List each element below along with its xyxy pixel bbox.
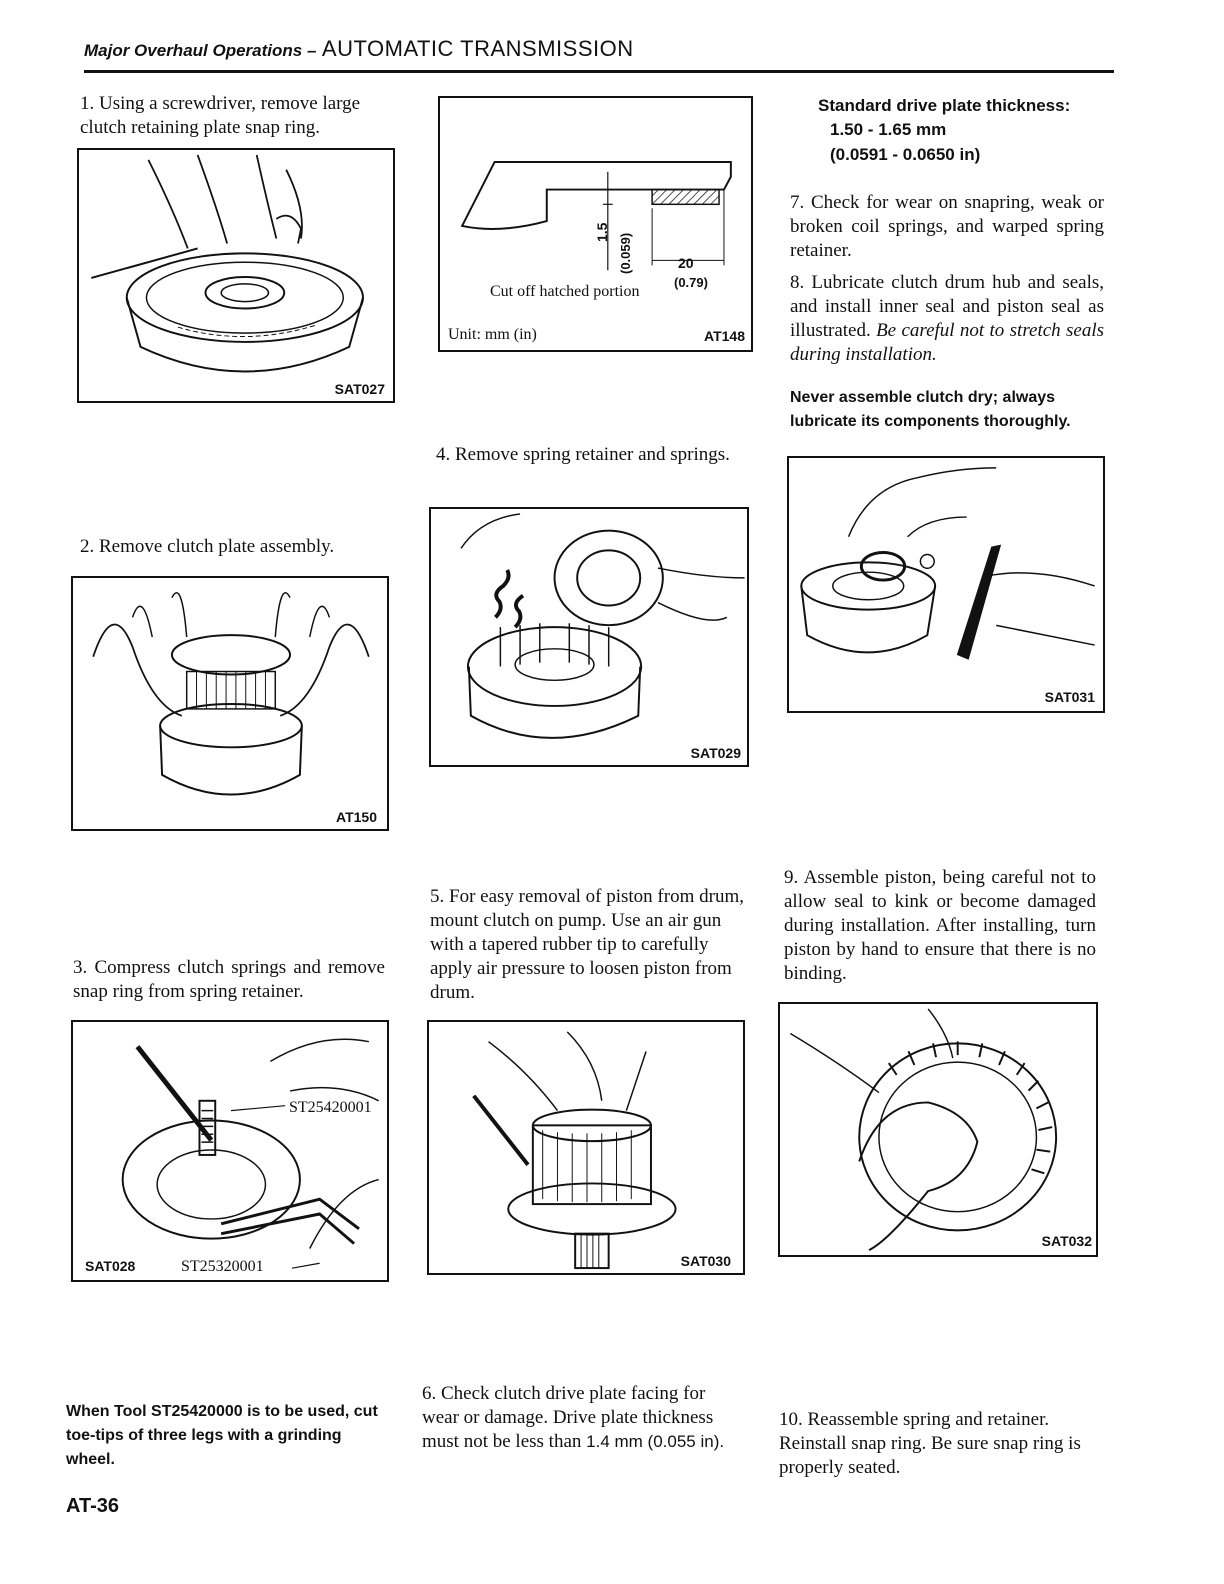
tool-label-st25420001: ST25420001	[289, 1099, 372, 1116]
figure-sat028	[71, 1020, 389, 1282]
figure-sat032	[778, 1002, 1098, 1257]
figure-code: SAT031	[1044, 689, 1095, 705]
dim-width-in: (0.79)	[674, 275, 708, 290]
step-4-text: 4. Remove spring retainer and springs.	[436, 444, 730, 465]
spring-retainer-removal-illustration	[431, 509, 747, 765]
figure-sat027	[77, 148, 395, 403]
step-8-text-a: 8. Lubricate clutch drum hub and seals, and install inner seal and piston seal as illustrated.	[790, 272, 1104, 341]
step-6-min-thickness: 1.4 mm (0.055 in).	[586, 1432, 725, 1451]
spec-label: Standard drive plate thickness:	[818, 96, 1071, 115]
figure-code: AT150	[336, 809, 377, 825]
step-9-text: 9. Assemble piston, being careful not to allow seal to kink or become damaged during installation. After installing, turn piston by hand to ensure that there is no binding.	[784, 867, 1096, 984]
step-5-text: 5. For easy removal of piston from drum, mount clutch on pump. Use an air gun with a tapered rubber tip to carefully apply air pressure to loosen piston from drum.	[430, 886, 744, 1003]
seal-installation-illustration	[789, 458, 1103, 711]
clutch-plate-removal-illustration	[73, 578, 387, 829]
spec-mm: 1.50 - 1.65 mm	[830, 120, 947, 139]
figure-code: SAT030	[680, 1253, 731, 1269]
step-8-caution: Be careful not to stretch seals during installation.	[790, 320, 1105, 365]
figure-sat031	[787, 456, 1105, 713]
clutch-drum-illustration	[79, 150, 393, 401]
figure-sat030	[427, 1020, 745, 1275]
step-1-text: 1. Using a screwdriver, remove large clutch retaining plate snap ring.	[80, 93, 361, 138]
figure-code: SAT028	[85, 1258, 136, 1274]
step-3-text: 3. Compress clutch springs and remove snap ring from spring retainer.	[73, 957, 385, 1002]
page-header	[84, 36, 634, 62]
step-6-text-a: 6. Check clutch drive plate facing for wear or damage. Drive plate thickness must not be less than	[422, 1383, 714, 1452]
tool-label-st25320001: ST25320001	[181, 1258, 264, 1275]
figure-code: AT148	[704, 328, 745, 344]
cut-caption: Cut off hatched portion	[490, 283, 640, 300]
figure-code: SAT029	[690, 745, 741, 761]
section-label: Major Overhaul Operations –	[84, 41, 317, 60]
spring-compressor-illustration	[73, 1022, 387, 1280]
spec-in: (0.0591 - 0.0650 in)	[830, 145, 981, 164]
step-8-text	[790, 271, 1104, 367]
figure-code: SAT032	[1041, 1233, 1092, 1249]
step-6-text	[422, 1382, 744, 1454]
page-title: AUTOMATIC TRANSMISSION	[321, 36, 634, 61]
unit-label: Unit: mm (in)	[448, 326, 537, 343]
figure-at150	[71, 576, 389, 831]
figure-at148	[438, 96, 753, 352]
step-7-text: 7. Check for wear on snapring, weak or broken coil springs, and warped spring retainer.	[790, 192, 1104, 261]
lubricate-note: Never assemble clutch dry; always lubricate its components thoroughly.	[790, 389, 1071, 430]
figure-code: SAT027	[334, 381, 385, 397]
dim-width-mm: 20	[678, 255, 694, 271]
tool-note: When Tool ST25420000 is to be used, cut toe-tips of three legs with a grinding wheel.	[66, 1403, 378, 1468]
step-10-text: 10. Reassemble spring and retainer. Reinstall snap ring. Be sure snap ring is properly seated.	[779, 1409, 1081, 1478]
header-rule	[84, 70, 1114, 73]
step-2-text: 2. Remove clutch plate assembly.	[80, 536, 335, 557]
page-number: AT-36	[66, 1495, 119, 1517]
dim-height-in: (0.059)	[618, 232, 633, 274]
figure-sat029	[429, 507, 749, 767]
air-gun-piston-removal-illustration	[429, 1022, 743, 1273]
dim-height-mm: 1.5	[594, 222, 610, 242]
piston-assembly-illustration	[780, 1004, 1096, 1255]
